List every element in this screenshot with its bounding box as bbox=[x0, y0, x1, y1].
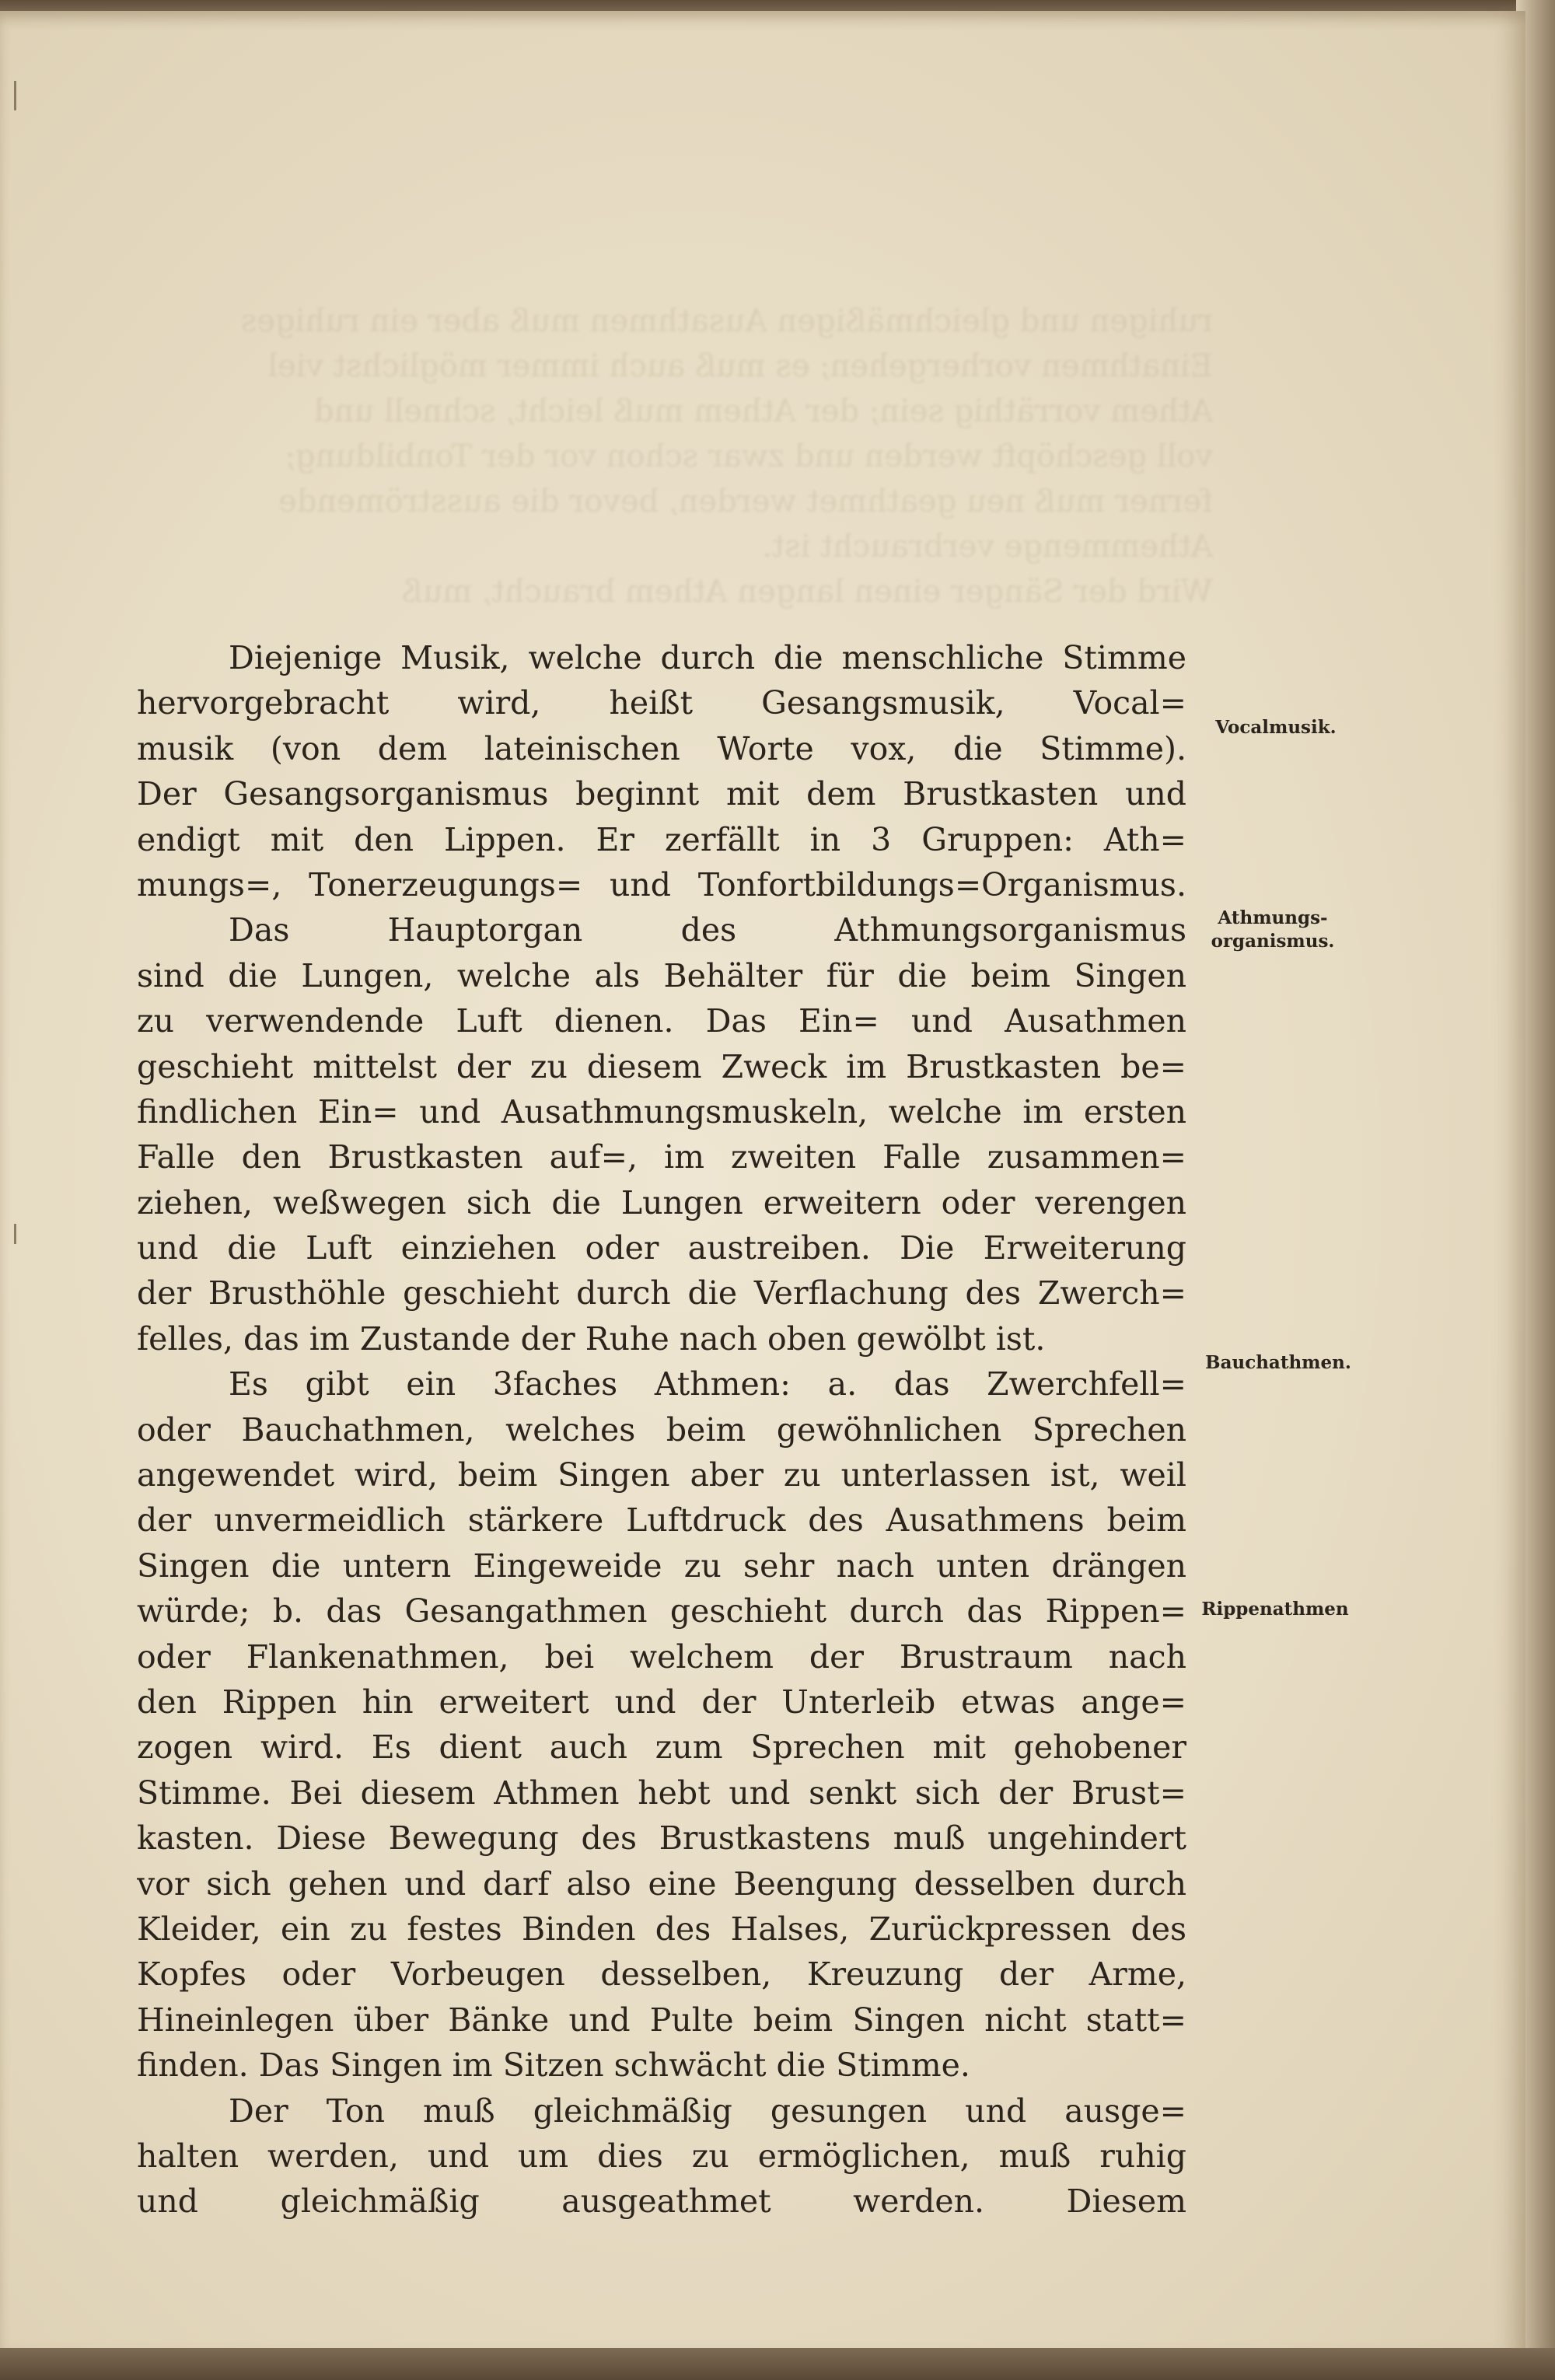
margin-note-line: Athmungs- bbox=[1218, 907, 1328, 928]
text-line: Das Hauptorgan des Athmungsorganismus bbox=[229, 911, 1186, 949]
text-line: findlichen Ein= und Ausathmungsmuskeln, welche im ersten bbox=[137, 1092, 1186, 1131]
text-line: oder Flankenathmen, bei welchem der Brustraum nach bbox=[137, 1637, 1186, 1676]
text-line: ziehen, weßwegen sich die Lungen erweitern oder verengen bbox=[137, 1183, 1186, 1221]
text-line: Es gibt ein 3faches Athmen: a. das Zwerchfell= bbox=[229, 1365, 1186, 1403]
gutter-mark bbox=[14, 1224, 16, 1244]
text-line: hervorgebracht wird, heißt Gesangsmusik, Vocal= bbox=[137, 684, 1186, 722]
text-line: Singen die untern Eingeweide zu sehr nach unten drängen bbox=[137, 1546, 1186, 1585]
book-cover-edge-bottom bbox=[0, 2348, 1555, 2380]
margin-note-athmungsorganismus bbox=[1204, 907, 1342, 953]
text-line: sind die Lungen, welche als Behälter für die beim Singen bbox=[137, 956, 1186, 994]
text-line: zogen wird. Es dient auch zum Sprechen mit gehobener bbox=[137, 1728, 1186, 1767]
text-line: geschieht mittelst der zu diesem Zweck im Brustkasten be= bbox=[137, 1047, 1186, 1085]
text-line: angewendet wird, beim Singen aber zu unterlassen ist, weil bbox=[137, 1456, 1186, 1494]
text-line: Der Gesangsorganismus beginnt mit dem Brustkasten und bbox=[137, 775, 1186, 813]
text-line: zu verwendende Luft dienen. Das Ein= und Ausathmen bbox=[137, 1002, 1186, 1040]
text-line: Diejenige Musik, welche durch die menschliche Stimme bbox=[229, 639, 1186, 676]
show-through-reverse-text: ruhigen und gleichmäßigen Ausathmen muß aber ein ruhiges Einathmen vorhergehen; es muß auch immer möglichst viel Athem vorräthig sein; der Athem muß leicht, schnell und voll geschöpft werden und zwar schon vor der Tonbildung; ferner muß neu geathmet werden, bevor die ausströmende Athemmenge verbraucht ist. Wird der Sänger einen langen Athem braucht, muß bbox=[240, 303, 1213, 610]
text-line: Der Ton muß gleichmäßig gesungen und ausge= bbox=[229, 2092, 1186, 2130]
text-line: mungs=, Tonerzeugungs= und Tonfortbildungs=Organismus. bbox=[137, 865, 1186, 903]
text-line: kasten. Diese Bewegung des Brustkastens muß ungehindert bbox=[137, 1819, 1186, 1858]
text-line: Hineinlegen über Bänke und Pulte beim Singen nicht statt= bbox=[137, 2001, 1186, 2039]
text-line: felles, das im Zustande der Ruhe nach oben gewölbt ist. bbox=[137, 1319, 1046, 1358]
text-line: der unvermeidlich stärkere Luftdruck des Ausathmens beim bbox=[137, 1501, 1186, 1539]
text-line: der Brusthöhle geschieht durch die Verflachung des Zwerch= bbox=[137, 1274, 1186, 1312]
text-line: Stimme. Bei diesem Athmen hebt und senkt sich der Brust= bbox=[137, 1774, 1186, 1812]
margin-note-vocalmusik: Vocalmusik. bbox=[1215, 717, 1337, 738]
text-line: Kopfes oder Vorbeugen desselben, Kreuzung der Arme, bbox=[137, 1955, 1186, 1994]
margin-note-bauchathmen: Bauchathmen. bbox=[1205, 1352, 1351, 1373]
text-line: endigt mit den Lippen. Er zerfällt in 3 Gruppen: Ath= bbox=[137, 820, 1186, 858]
text-line: und die Luft einziehen oder austreiben. Die Erweiterung bbox=[137, 1229, 1186, 1267]
text-line: den Rippen hin erweitert und der Unterleib etwas ange= bbox=[137, 1683, 1186, 1721]
gutter-mark bbox=[14, 81, 16, 110]
text-line: und gleichmäßig ausgeathmet werden. Diesem bbox=[137, 2183, 1186, 2221]
main-text-block bbox=[137, 635, 1186, 2224]
text-line: oder Bauchathmen, welches beim gewöhnlichen Sprechen bbox=[137, 1410, 1186, 1449]
text-line: würde; b. das Gesangathmen geschieht durch das Rippen= bbox=[137, 1592, 1186, 1630]
text-line: halten werden, und um dies zu ermöglichen, muß ruhig bbox=[137, 2137, 1186, 2175]
margin-note-line: organismus. bbox=[1211, 931, 1335, 952]
text-line: Falle den Brustkasten auf=, im zweiten Falle zusammen= bbox=[137, 1138, 1186, 1176]
text-line: musik (von dem lateinischen Worte vox, die Stimme). bbox=[137, 729, 1186, 767]
text-line: vor sich gehen und darf also eine Beengung desselben durch bbox=[137, 1865, 1186, 1903]
text-line: finden. Das Singen im Sitzen schwächt die Stimme. bbox=[137, 2046, 970, 2085]
margin-note-rippenathmen: Rippenathmen bbox=[1201, 1599, 1349, 1620]
text-line: Kleider, ein zu festes Binden des Halses, Zurückpressen des bbox=[137, 1910, 1186, 1948]
